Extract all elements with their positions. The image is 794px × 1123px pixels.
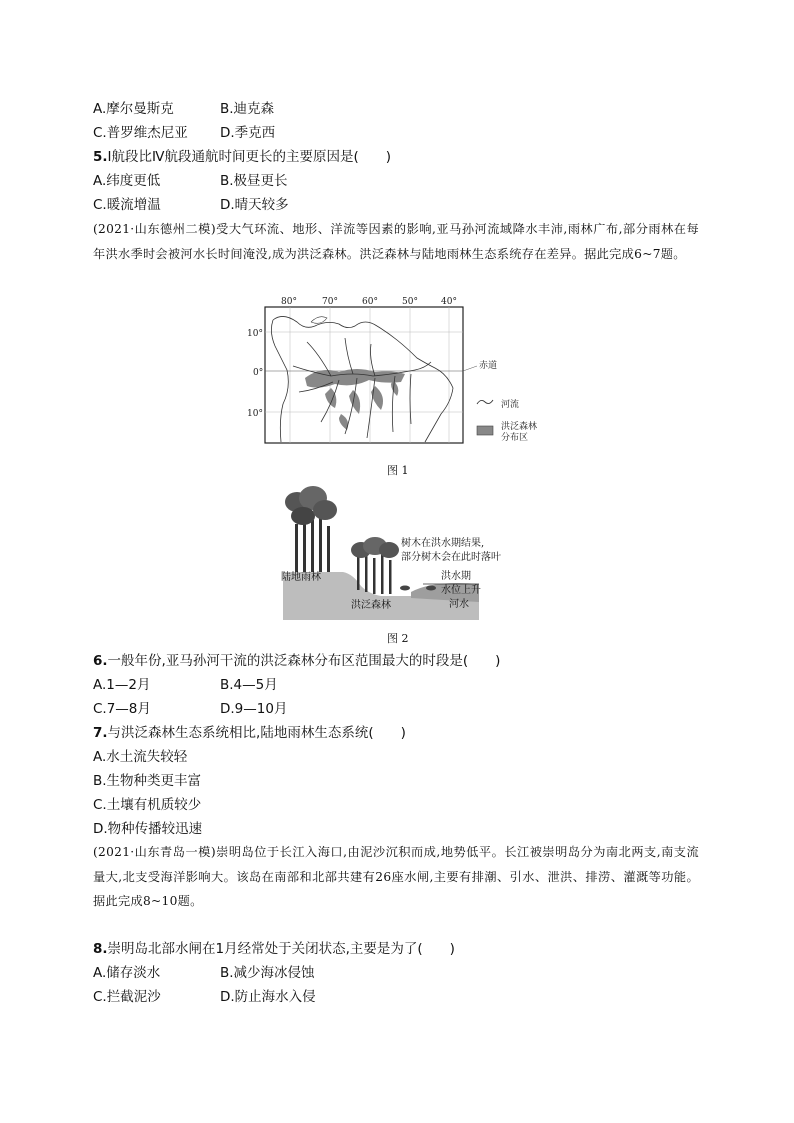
q5-option-c: C.暖流增温 [93,197,161,213]
lon-label-70: 70° [322,297,338,307]
question-6-stem: 一般年份,亚马孙河干流的洪泛森林分布区范围最大的时段是( ) [107,653,501,669]
q4-option-c: C.普罗维杰尼亚 [93,125,188,141]
figure-2-diagram [273,484,501,620]
q7-option-d: D.物种传播较迅速 [93,821,203,837]
lat-label-10s: 10° [247,409,263,419]
q4-option-d: D.季克西 [220,125,276,141]
q5-option-b: B.极昼更长 [220,173,288,189]
land-rainforest-trees [285,486,337,572]
figure-1-caption: 图 1 [387,464,409,477]
q6-option-a: A.1—2月 [93,677,151,693]
lon-label-80: 80° [281,297,297,307]
q6-option-c: C.7—8月 [93,701,151,717]
q8-option-c: C.拦截泥沙 [93,989,161,1005]
passage-chongming: (2021·山东青岛一模)崇明岛位于长江入海口,由泥沙沉积而成,地势低平。长江被崇明岛分为南北两支,南支流量大,北支受海洋影响大。该岛在南部和北部共建有26座水闸,主要有排潮、引水、泄洪、排涝、灌溉等功能。据此完成8~10题。 [93,845,699,908]
q8-option-b: B.减少海冰侵蚀 [220,965,315,981]
passage-amazon: (2021·山东德州二模)受大气环流、地形、洋流等因素的影响,亚马孙河流域降水丰沛,雨林广布,部分雨林在每年洪水季时会被河水长时间淹没,成为洪泛森林。洪泛森林与陆地雨林生态系统存在差异。据此完成6~7题。 [93,222,699,261]
q4-option-b: B.迪克森 [220,101,275,117]
q5-option-d: D.晴天较多 [220,197,289,213]
note-line-1: 树木在洪水期结果, [401,538,485,549]
question-5-stem: Ⅰ航段比Ⅳ航段通航时间更长的主要原因是( ) [107,149,392,165]
q6-option-d: D.9—10月 [220,701,288,717]
note-line-2: 部分树木会在此时落叶 [401,552,501,563]
q7-option-a: A.水土流失较轻 [93,749,188,765]
q5-option-a: A.纬度更低 [93,173,161,189]
legend-river-label: 河流 [501,400,520,410]
label-flood-period-1: 洪水期 [441,571,471,582]
fish-icon [426,586,436,591]
legend-river-icon [477,400,493,404]
figure-2-caption: 图 2 [387,632,409,645]
question-5 [93,149,391,165]
question-8 [93,941,455,957]
q6-option-b: B.4—5月 [220,677,278,693]
q4-option-a: A.摩尔曼斯克 [93,101,174,117]
legend-forest-swatch [477,426,493,435]
q7-option-c: C.土壤有机质较少 [93,797,202,813]
question-6 [93,653,500,669]
q7-option-b: B.生物种类更丰富 [93,773,202,789]
question-7-number: 7. [93,725,108,741]
fish-icon [400,586,410,591]
figure-1-map [235,292,560,452]
question-7-stem: 与洪泛森林生态系统相比,陆地雨林生态系统( ) [107,725,406,741]
q8-option-d: D.防止海水入侵 [220,989,316,1005]
lat-label-0: 0° [253,368,264,378]
legend-forest-label-2: 分布区 [501,433,529,443]
lon-label-60: 60° [362,297,378,307]
q8-option-a: A.储存淡水 [93,965,161,981]
question-6-number: 6. [93,653,108,669]
lat-label-10n: 10° [247,329,263,339]
label-river: 河水 [449,599,469,610]
question-8-stem: 崇明岛北部水闸在1月经常处于关闭状态,主要是为了( ) [107,941,455,957]
label-flood-forest: 洪泛森林 [351,600,391,611]
legend-forest-label-1: 洪泛森林 [501,422,538,432]
flood-forest-trees [351,537,399,594]
lon-label-40: 40° [441,297,457,307]
label-land-rainforest: 陆地雨林 [281,572,321,583]
equator-label: 赤道 [479,361,498,371]
question-8-number: 8. [93,941,108,957]
lon-label-50: 50° [402,297,418,307]
label-flood-period-2: 水位上升 [441,585,481,596]
question-5-number: 5. [93,149,108,165]
question-7 [93,725,406,741]
